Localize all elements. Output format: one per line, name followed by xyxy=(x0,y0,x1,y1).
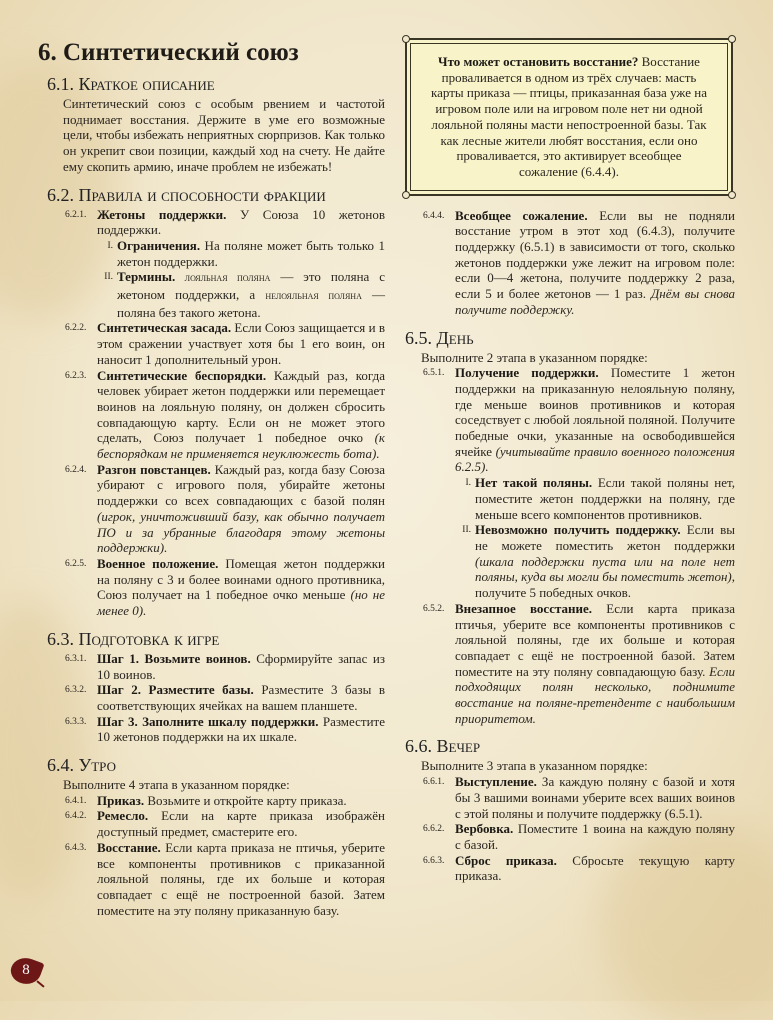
section-paragraph: Синтетический союз с особым рвением и частотой поднимает восстания. Держите в уме его возможные цели, чтобы избежать неприятных сюрпризов. Как только он укрепит свои позиции, каждый ход на счету. Не дайте ему скопить армию, иначе проблем не избежать! xyxy=(63,96,385,174)
item-text: Если на карте приказа изображён доступный предмет, смастерите его. xyxy=(97,808,385,840)
rule-number: 6.5.2. xyxy=(423,603,445,614)
rule-item xyxy=(405,853,735,884)
rule-item xyxy=(47,462,385,556)
rule-subitem xyxy=(405,522,735,601)
item-title: Ремесло. xyxy=(97,808,149,824)
left-column xyxy=(38,38,385,918)
item-title: Жетоны поддержки. xyxy=(97,206,227,222)
leaf-stem xyxy=(36,980,44,987)
item-text: лояльная поляна xyxy=(175,272,271,285)
section-heading: 6.2. Правила и способности фракции xyxy=(47,184,326,205)
section-heading: 6.5. День xyxy=(405,327,474,348)
rule-number: 6.2.1. xyxy=(65,209,87,220)
rule-number: 6.4.3. xyxy=(65,842,87,853)
item-text: , получите 5 победных очков. xyxy=(475,569,735,601)
rule-number: 6.2.3. xyxy=(65,370,87,381)
section-heading: 6.4. Утро xyxy=(47,755,116,776)
item-text: Разместите 10 жетонов поддержки на их шкале. xyxy=(97,713,385,745)
rule-item xyxy=(47,840,385,919)
item-text: Восстание проваливается в одном из трёх случаев: масть карты приказа — птицы, приказанная база уже на игровом поле или на игровом поле нет ни одной лояльной поляны масти непостроенной базы. Так как лесные жители любят восстания, если оно проваливается, это активирует всеобщее сожаление (6.4.4). xyxy=(431,54,707,179)
section-heading: 6.1. Краткое описание xyxy=(47,74,215,94)
corner-ornament xyxy=(728,191,736,199)
item-title: Шаг 1. Возьмите воинов. xyxy=(97,650,251,666)
item-text: Если карта приказа птичья, уберите все компоненты противников с лояльной поляны, где их больше и которая совпадает с ещё не построенной базой. Затем поместите на эту поляну совпадающую базу. xyxy=(455,600,735,679)
item-text: У Союза 10 жетонов поддержки. xyxy=(97,206,385,238)
item-text: Поместите 1 воина на каждую поляну с базой. xyxy=(455,821,735,852)
section-heading: 6.3. Подготовка к игре xyxy=(47,628,220,649)
rule-item xyxy=(47,368,385,462)
subitem-number: I. xyxy=(107,240,113,251)
rule-number: 6.3.2. xyxy=(65,685,87,696)
item-text: нелояльная поляна xyxy=(265,290,362,303)
rule-number: 6.4.1. xyxy=(65,795,87,806)
rule-number: 6.4.2. xyxy=(65,811,87,822)
rule-item xyxy=(405,365,735,475)
item-text: Каждый раз, когда базу Союза убирают с игрового поля, убирайте жетоны поддержки со всех совпадающих с базой полян xyxy=(97,461,385,509)
item-text: На поляне может быть только 1 жетон поддержки. xyxy=(117,237,385,269)
corner-ornament xyxy=(402,35,410,43)
section-day xyxy=(405,328,735,727)
item-title: Выступление. xyxy=(455,774,537,790)
rule-item xyxy=(47,207,385,238)
rule-item xyxy=(47,714,385,745)
rule-subitem xyxy=(47,269,385,320)
item-title: Что может остановить восстание? xyxy=(438,54,639,69)
item-text: Если вы не можете поместить жетон поддержки xyxy=(475,522,735,553)
rule-item xyxy=(47,320,385,367)
rule-number: 6.6.1. xyxy=(423,777,445,788)
section-morning-continued xyxy=(405,208,735,318)
rule-number: 6.3.3. xyxy=(65,716,87,727)
rule-item xyxy=(47,808,385,839)
item-title: Всеобщее сожаление. xyxy=(455,207,588,223)
item-text: Если вы не подняли восстание утром в этот ход (6.4.3), получите поддержку (6.5.1) в зависимости от того, сколько жетонов поддержки уже лежит на игровом поле: если 0—4 жетона, получите поддержку 2 раза, если 5 и более жетонов — 1 раз. xyxy=(455,207,736,302)
rule-number: 6.2.4. xyxy=(65,464,87,475)
rule-item xyxy=(405,208,735,318)
item-title: Восстание. xyxy=(97,839,161,855)
section-intro: Выполните 3 этапа в указанном порядке: xyxy=(421,758,648,774)
subitem-number: II. xyxy=(462,525,471,536)
item-title: Невозможно получить поддержку. xyxy=(475,522,681,538)
corner-ornament xyxy=(402,191,410,199)
callout-box xyxy=(405,38,733,196)
callout-text xyxy=(427,54,711,180)
rule-item xyxy=(47,556,385,619)
rule-number: 6.2.2. xyxy=(65,323,87,334)
rule-subitem xyxy=(405,475,735,522)
rule-item xyxy=(405,774,735,821)
rule-number: 6.6.3. xyxy=(423,855,445,866)
item-title: Шаг 2. Разместите базы. xyxy=(97,682,254,698)
section-evening xyxy=(405,736,735,884)
rule-number: 6.3.1. xyxy=(65,653,87,664)
section-heading: 6.6. Вечер xyxy=(405,736,481,757)
section-morning xyxy=(38,755,385,918)
section-intro: Выполните 4 этапа в указанном порядке: xyxy=(63,777,290,793)
item-title: Синтетическая засада. xyxy=(97,320,232,336)
section-intro: Выполните 2 этапа в указанном порядке: xyxy=(421,349,648,365)
item-text: — поляна без такого жетона. xyxy=(117,287,385,320)
item-title: Вербовка. xyxy=(455,821,514,837)
item-text: Поместите 1 жетон поддержки на приказанную нелояльную поляну, где меньше воинов противников и которая соседствует с любой лояльной поляной. Получите победные очки, указанные на освободившейся ячейке xyxy=(455,365,735,459)
subitem-number: I. xyxy=(465,478,471,489)
item-text: Разместите 3 базы в соответствующих ячейках на вашем планшете. xyxy=(97,682,386,713)
item-title: Разгон повстанцев. xyxy=(97,461,211,477)
rule-number: 6.2.5. xyxy=(65,558,87,569)
item-title: Получение поддержки. xyxy=(455,365,599,381)
item-title: Приказ. xyxy=(97,792,145,808)
item-title: Внезапное восстание. xyxy=(455,600,593,616)
rule-item xyxy=(405,601,735,727)
note-text: (учитывайте правило военного положения 6.2.5). xyxy=(455,443,735,475)
note-text: (но не менее 0). xyxy=(97,587,386,619)
rule-number: 6.6.2. xyxy=(423,824,445,835)
item-title: Сброс приказа. xyxy=(455,852,557,868)
item-text: Каждый раз, когда человек убирает жетон поддержки или перемещает воинов на лояльную поляну, он должен сбросить совпадающую карту. Если он не может этого сделать, Союз получает 1 победное очко xyxy=(97,367,385,446)
item-title: Ограничения. xyxy=(117,237,201,253)
item-text: Если такой поляны нет, поместите жетон поддержки на поляну, где меньше всего компонентов противников. xyxy=(475,475,735,522)
note-text: Если подходящих полян несколько, поднимите восстание на поляне-претенденте с наибольшим приоритетом. xyxy=(455,663,735,726)
item-title: Военное положение. xyxy=(97,555,219,571)
page-title: 6. Синтетический союз xyxy=(38,39,299,66)
note-text: (к беспорядкам не применяется неуклюжесть бота). xyxy=(97,430,385,462)
rule-item xyxy=(47,651,385,682)
section-setup xyxy=(38,629,385,745)
item-title: Синтетические беспорядки. xyxy=(97,367,267,383)
page-number: 8 xyxy=(22,962,30,978)
section-faction-rules xyxy=(38,185,385,619)
item-title: Термины. xyxy=(117,269,176,285)
rule-item xyxy=(47,793,385,809)
rule-number: 6.5.1. xyxy=(423,368,445,379)
item-title: Шаг 3. Заполните шкалу поддержки. xyxy=(97,713,319,729)
item-text: Помещая жетон поддержки на поляну с 3 и более воинами одного противника, Союз получает на 1 победное очко меньше xyxy=(97,555,385,603)
item-text: Если карта приказа не птичья, уберите все компоненты противников с приказанной лояльной поляны, где их больше и которая совпадает с ещё не построенной базой. Затем поместите на эту поляну приказанную базу. xyxy=(97,839,385,918)
right-column xyxy=(405,38,735,884)
note-text: Днём вы снова получите поддержку. xyxy=(455,286,736,317)
item-title: Нет такой поляны. xyxy=(475,475,593,491)
item-text: Сформируйте запас из 10 воинов. xyxy=(97,650,385,682)
item-text: Сбросьте текущую карту приказа. xyxy=(455,852,735,884)
rule-item xyxy=(405,821,735,852)
subitem-number: II. xyxy=(104,272,113,283)
note-text: (шкала поддержки пуста или на поле нет поляны, куда вы могли бы поместить жетон) xyxy=(475,553,735,585)
section-overview xyxy=(38,74,385,175)
note-text: (игрок, уничтоживший базу, как обычно получает ПО и за убранные благодаря этому жетоны поддержки). xyxy=(97,508,385,556)
item-text: — это поляна с жетоном поддержки, а xyxy=(117,269,385,303)
rule-subitem xyxy=(47,238,385,269)
corner-ornament xyxy=(728,35,736,43)
item-text: Возьмите и откройте карту приказа. xyxy=(144,792,347,808)
rule-number: 6.4.4. xyxy=(423,210,445,221)
item-text: Если Союз защищается и в этом сражении участвует хотя бы 1 его воин, он наносит 1 дополнительный урон. xyxy=(97,320,385,367)
rule-item xyxy=(47,682,385,713)
item-text: За каждую поляну с базой и хотя бы 3 вашими воинами уберите всех ваших воинов с этой поляны и получите поддержку (6.5.1). xyxy=(455,774,735,821)
